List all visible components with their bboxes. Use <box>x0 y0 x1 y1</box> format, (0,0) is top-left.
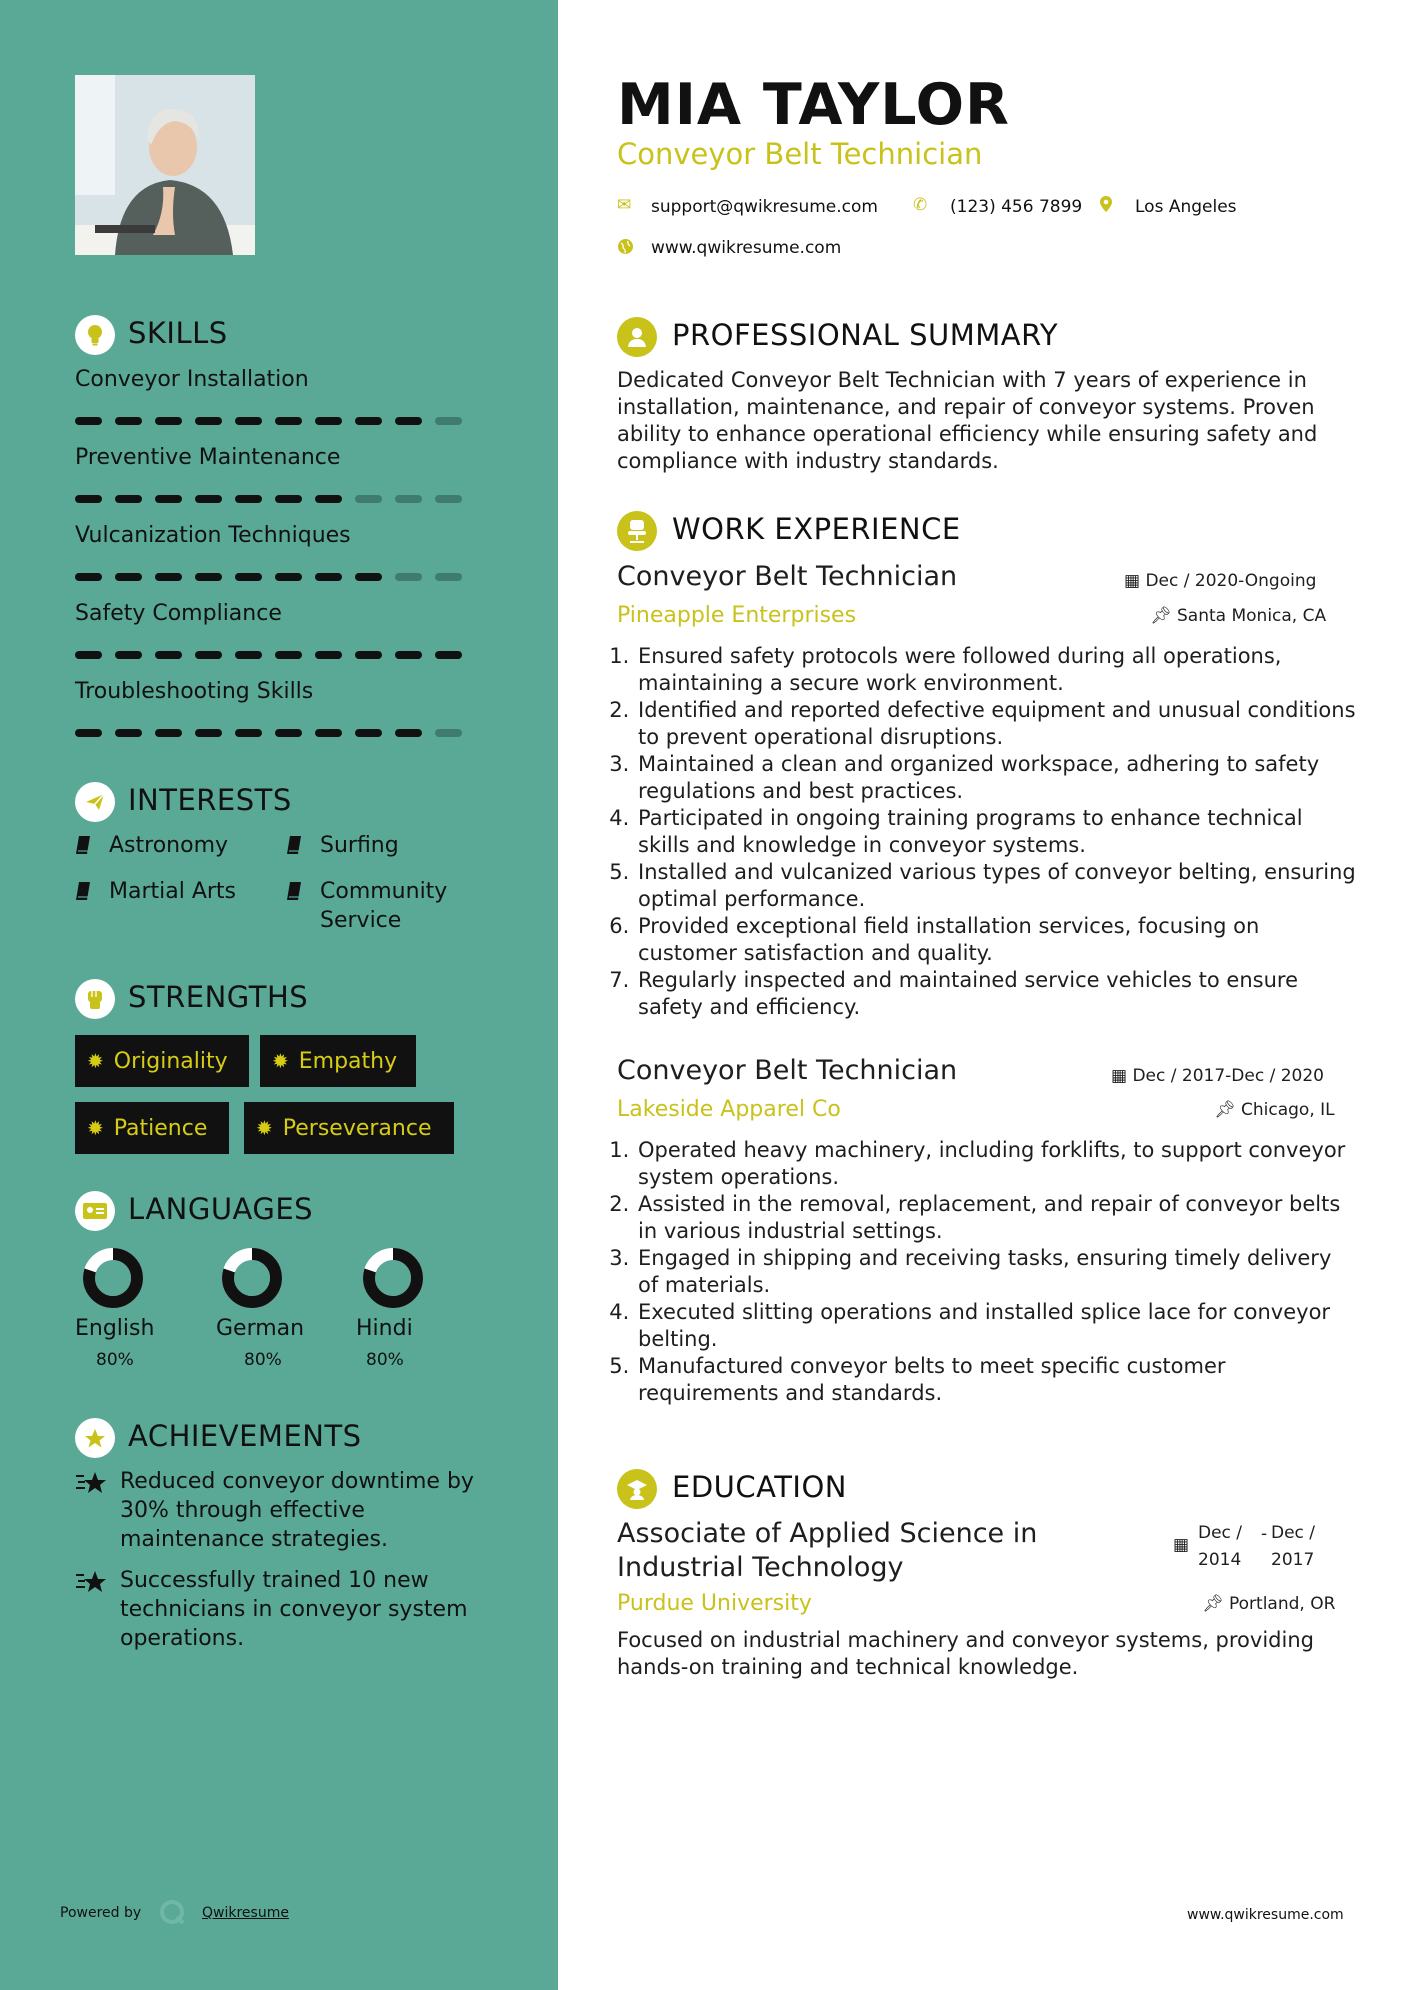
bullet-item: 7. Regularly inspected and maintained service vehicles to ensure safety and efficiency. <box>636 967 1356 1021</box>
calendar-icon: ▦ <box>1111 1066 1133 1086</box>
strength-label: Empathy <box>298 1048 398 1074</box>
skill-level-bar <box>75 417 462 425</box>
candidate-title: Conveyor Belt Technician <box>617 137 983 171</box>
bullet-item: 1. Ensured safety protocols were followed during all operations, maintaining a secure work environment. <box>636 643 1356 697</box>
degree-title: Associate of Applied Science in Industrial Technology <box>617 1518 1038 1583</box>
sidebar <box>0 0 558 1990</box>
skill-level-segment <box>75 651 102 659</box>
skill-level-segment <box>275 651 302 659</box>
book-icon <box>286 835 302 855</box>
job-bullets <box>612 643 1356 1021</box>
id-card-icon <box>75 1191 115 1231</box>
calendar-icon: ▦ <box>1124 571 1146 591</box>
star-icon <box>75 1470 107 1498</box>
bullet-item: 2. Identified and reported defective equipment and unusual conditions to prevent operational disruptions. <box>636 697 1356 751</box>
bullet-item: 5. Installed and vulcanized various types of conveyor belting, ensuring optimal performance. <box>636 859 1356 913</box>
skill-level-segment <box>395 495 422 503</box>
language-name: Hindi <box>356 1316 413 1341</box>
interests-heading: INTERESTS <box>128 783 292 817</box>
powered-by-label: Powered by <box>60 1905 142 1921</box>
skill-level-segment <box>75 417 102 425</box>
skill-level-segment <box>435 729 462 737</box>
map-pin-icon <box>1099 195 1113 213</box>
website-link[interactable]: www.qwikresume.com <box>651 238 842 258</box>
email-link[interactable]: support@qwikresume.com <box>651 197 878 217</box>
star-icon <box>75 1569 107 1597</box>
language-ring <box>82 1247 144 1309</box>
language-percent: 80% <box>244 1350 282 1370</box>
interest-item <box>286 877 476 935</box>
interest-item <box>286 831 486 860</box>
achievement-item: Reduced conveyor downtime by 30% through effective maintenance strategies. <box>120 1469 474 1552</box>
skill-level-bar <box>75 729 462 737</box>
language-percent: 80% <box>366 1350 404 1370</box>
skill-level-segment <box>315 417 342 425</box>
strength-label: Perseverance <box>282 1115 432 1141</box>
fist-icon <box>75 979 115 1019</box>
skill-level-segment <box>315 729 342 737</box>
job-bullets <box>612 1137 1356 1407</box>
sun-icon: ✹ <box>256 1116 273 1140</box>
skill-level-segment <box>195 495 222 503</box>
interest-item <box>75 877 255 906</box>
skill-level-segment <box>195 573 222 581</box>
candidate-name: MIA TAYLOR <box>617 72 1010 138</box>
education-location-text: Portland, OR <box>1229 1594 1336 1614</box>
job-dates-text: Dec / 2020-Ongoing <box>1145 571 1317 591</box>
bullet-item: 3. Engaged in shipping and receiving tasks, ensuring timely delivery of materials. <box>636 1245 1356 1299</box>
strength-label: Patience <box>113 1115 208 1141</box>
skill-level-bar <box>75 651 462 659</box>
sun-icon: ✹ <box>87 1049 104 1073</box>
achievements-heading: ACHIEVEMENTS <box>128 1419 362 1453</box>
job-location <box>1150 606 1326 626</box>
phone-icon: ✆ <box>913 195 928 215</box>
skill-level-segment <box>75 495 102 503</box>
book-icon <box>75 881 91 901</box>
sun-icon: ✹ <box>87 1116 104 1140</box>
book-icon <box>286 881 302 901</box>
job-dates <box>1111 1066 1324 1086</box>
education-description: Focused on industrial machinery and conveyor systems, providing hands-on training and technical knowledge. <box>617 1628 1314 1679</box>
interest-item <box>75 831 255 860</box>
envelope-icon: ✉ <box>617 195 632 215</box>
skill-name: Conveyor Installation <box>75 367 309 392</box>
skill-level-segment <box>315 495 342 503</box>
phone-number: (123) 456 7899 <box>950 197 1083 217</box>
skill-level-segment <box>155 651 182 659</box>
language-ring <box>362 1247 424 1309</box>
skill-level-segment <box>355 651 382 659</box>
education-end: Dec / 2017 <box>1271 1523 1316 1570</box>
skill-level-segment <box>355 417 382 425</box>
skill-level-segment <box>155 729 182 737</box>
skill-level-segment <box>115 651 142 659</box>
star-ribbon-icon <box>75 1418 115 1458</box>
skill-level-segment <box>355 729 382 737</box>
skill-level-segment <box>115 495 142 503</box>
skills-heading: SKILLS <box>128 316 228 350</box>
skill-level-segment <box>395 573 422 581</box>
calendar-icon: ▦ <box>1173 1535 1190 1555</box>
interest-label: Martial Arts <box>109 879 237 904</box>
language-name: English <box>75 1316 155 1341</box>
pin-icon: 📌︎ <box>1202 1594 1229 1614</box>
bullet-item: 6. Provided exceptional field installation services, focusing on customer satisfaction and quality. <box>636 913 1356 967</box>
strength-badge <box>75 1035 249 1087</box>
bullet-item: 4. Executed slitting operations and installed splice lace for conveyor belting. <box>636 1299 1356 1353</box>
skill-level-segment <box>435 417 462 425</box>
pin-icon: 📌︎ <box>1214 1100 1241 1120</box>
language-percent: 80% <box>96 1350 134 1370</box>
skill-level-segment <box>435 495 462 503</box>
summary-text: Dedicated Conveyor Belt Technician with 7 years of experience in installation, maintenance, and repair of conveyor systems. Proven ability to enhance operational efficiency while ensuring safety and compliance with industry standards. <box>617 368 1318 473</box>
skill-level-segment <box>395 651 422 659</box>
strength-badge <box>75 1102 229 1154</box>
language-ring <box>221 1247 283 1309</box>
skill-level-segment <box>235 573 262 581</box>
bullet-item: 3. Maintained a clean and organized workspace, adhering to safety regulations and best practices. <box>636 751 1356 805</box>
bullet-item: 1. Operated heavy machinery, including forklifts, to support conveyor system operations. <box>636 1137 1356 1191</box>
job-title: Conveyor Belt Technician <box>617 561 958 592</box>
school-name: Purdue University <box>617 1591 812 1616</box>
skill-level-segment <box>235 729 262 737</box>
job-location-text: Chicago, IL <box>1241 1100 1335 1120</box>
bullet-item: 4. Participated in ongoing training programs to enhance technical skills and knowledge in conveyor systems. <box>636 805 1356 859</box>
skill-level-segment <box>395 417 422 425</box>
pin-icon: 📌︎ <box>1150 606 1177 626</box>
job-location <box>1214 1100 1335 1120</box>
education-date-separator: - <box>1261 1524 1268 1544</box>
skill-name: Safety Compliance <box>75 601 282 626</box>
lightbulb-icon <box>75 315 115 355</box>
office-chair-icon <box>617 511 657 551</box>
skill-level-segment <box>115 417 142 425</box>
skill-level-segment <box>355 573 382 581</box>
skill-level-segment <box>115 729 142 737</box>
qwikresume-link[interactable]: Qwikresume <box>202 1905 289 1921</box>
company-name: Pineapple Enterprises <box>617 603 857 628</box>
strength-badge <box>244 1102 454 1154</box>
skill-level-segment <box>275 417 302 425</box>
company-name: Lakeside Apparel Co <box>617 1097 841 1122</box>
bullet-item: 2. Assisted in the removal, replacement, and repair of conveyor belts in various industrial settings. <box>636 1191 1356 1245</box>
skill-level-segment <box>435 573 462 581</box>
job-dates-text: Dec / 2017-Dec / 2020 <box>1132 1066 1324 1086</box>
book-icon <box>75 835 91 855</box>
skill-level-segment <box>275 495 302 503</box>
skill-level-segment <box>195 651 222 659</box>
job-title: Conveyor Belt Technician <box>617 1055 958 1086</box>
location: Los Angeles <box>1135 197 1237 217</box>
skill-level-segment <box>155 417 182 425</box>
qwikresume-logo-icon <box>158 1898 186 1926</box>
skill-level-bar <box>75 573 462 581</box>
skill-level-segment <box>235 495 262 503</box>
graduate-icon <box>617 1469 657 1509</box>
skill-level-segment <box>275 729 302 737</box>
skill-level-segment <box>115 573 142 581</box>
interest-label: Community Service <box>320 879 448 933</box>
skill-level-segment <box>275 573 302 581</box>
education-start: Dec / 2014 <box>1198 1523 1243 1570</box>
languages-heading: LANGUAGES <box>128 1192 314 1226</box>
skill-level-segment <box>315 573 342 581</box>
strength-label: Originality <box>113 1048 228 1074</box>
skill-level-segment <box>75 729 102 737</box>
skill-level-segment <box>155 495 182 503</box>
experience-heading: WORK EXPERIENCE <box>672 512 961 546</box>
strengths-heading: STRENGTHS <box>128 980 309 1014</box>
skill-level-segment <box>235 417 262 425</box>
skill-level-segment <box>435 651 462 659</box>
skill-level-bar <box>75 495 462 503</box>
bullet-item: 5. Manufactured conveyor belts to meet specific customer requirements and standards. <box>636 1353 1356 1407</box>
summary-heading: PROFESSIONAL SUMMARY <box>672 318 1059 352</box>
globe-icon <box>617 238 634 255</box>
achievement-item: Successfully trained 10 new technicians in conveyor system operations. <box>120 1568 468 1651</box>
skill-level-segment <box>355 495 382 503</box>
sun-icon: ✹ <box>272 1049 289 1073</box>
skill-name: Troubleshooting Skills <box>75 679 314 704</box>
skill-name: Preventive Maintenance <box>75 445 341 470</box>
skill-level-segment <box>195 729 222 737</box>
skill-level-segment <box>195 417 222 425</box>
interest-label: Astronomy <box>109 833 229 858</box>
footer-website[interactable]: www.qwikresume.com <box>1187 1907 1344 1923</box>
education-location <box>1202 1594 1335 1614</box>
job-location-text: Santa Monica, CA <box>1177 606 1327 626</box>
profile-photo <box>75 75 255 255</box>
skill-level-segment <box>235 651 262 659</box>
user-icon <box>617 317 657 357</box>
job-dates <box>1124 571 1316 591</box>
skill-level-segment <box>315 651 342 659</box>
skill-level-segment <box>395 729 422 737</box>
skill-level-segment <box>155 573 182 581</box>
skill-name: Vulcanization Techniques <box>75 523 351 548</box>
skill-level-segment <box>75 573 102 581</box>
paper-plane-icon <box>75 782 115 822</box>
interest-label: Surfing <box>320 833 399 858</box>
strength-badge <box>260 1035 416 1087</box>
education-heading: EDUCATION <box>672 1470 848 1504</box>
language-name: German <box>216 1316 305 1341</box>
